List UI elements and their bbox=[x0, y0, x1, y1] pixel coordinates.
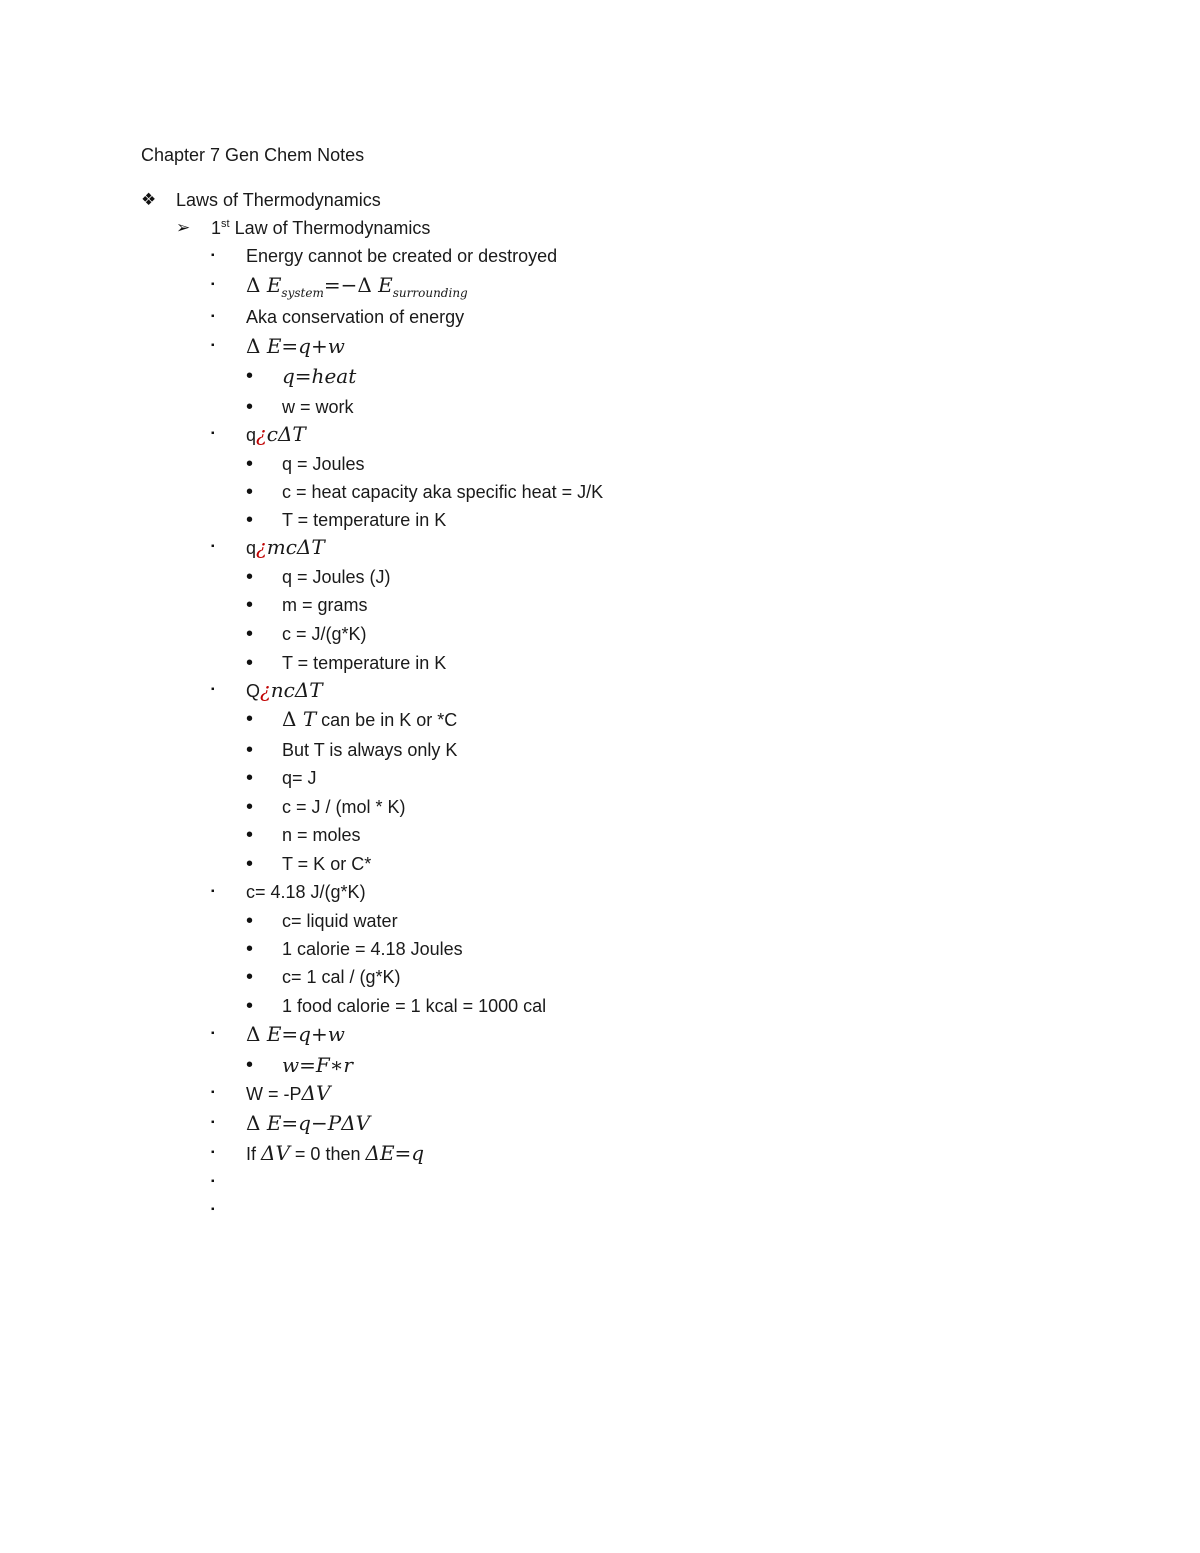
list-item bbox=[0, 451, 1200, 477]
list-item-label: m = grams bbox=[282, 595, 368, 615]
list-item-label: w = work bbox=[282, 397, 354, 417]
square-bullet-icon: ▪ bbox=[211, 250, 215, 261]
list-item bbox=[0, 243, 1200, 269]
list-item-label: q = Joules (J) bbox=[282, 567, 391, 587]
list-item bbox=[0, 394, 1200, 420]
list-item-label: Laws of Thermodynamics bbox=[176, 190, 381, 210]
round-bullet-icon: • bbox=[246, 623, 254, 645]
round-bullet-icon: • bbox=[246, 365, 254, 387]
page-title: Chapter 7 Gen Chem Notes bbox=[141, 145, 365, 165]
equation-q-heat: q=heat bbox=[282, 364, 357, 388]
list-item-label: c= 4.18 J/(g*K) bbox=[246, 882, 366, 902]
list-item-label: T = temperature in K bbox=[282, 510, 447, 530]
list-item-label: c= liquid water bbox=[282, 911, 398, 931]
list-item-equation bbox=[0, 363, 1200, 389]
list-item-label: Aka conservation of energy bbox=[246, 307, 465, 327]
list-item-equation bbox=[0, 272, 1200, 298]
list-item-label: 1 calorie = 4.18 Joules bbox=[282, 939, 463, 959]
list-item-label: c = J / (mol * K) bbox=[282, 797, 406, 817]
list-item-equation bbox=[0, 1110, 1200, 1136]
square-bullet-icon: ▪ bbox=[211, 1117, 215, 1128]
square-bullet-icon: ▪ bbox=[211, 1147, 215, 1158]
list-item-label: c= 1 cal / (g*K) bbox=[282, 967, 401, 987]
round-bullet-icon: • bbox=[246, 652, 254, 674]
square-bullet-icon: ▪ bbox=[211, 886, 215, 897]
list-item-laws bbox=[0, 187, 1200, 213]
round-bullet-icon: • bbox=[246, 566, 254, 588]
square-bullet-icon: ▪ bbox=[211, 428, 215, 439]
round-bullet-icon: • bbox=[246, 966, 254, 988]
list-item bbox=[0, 304, 1200, 330]
list-item bbox=[0, 993, 1200, 1019]
square-bullet-icon: ▪ bbox=[211, 311, 215, 322]
list-item-empty bbox=[0, 1197, 1200, 1223]
list-item-equation bbox=[0, 333, 1200, 359]
list-item-label: But T is always only K bbox=[282, 740, 458, 760]
round-bullet-icon: • bbox=[246, 767, 254, 789]
list-item bbox=[0, 564, 1200, 590]
list-item-label: q = Joules bbox=[282, 454, 365, 474]
list-item bbox=[0, 650, 1200, 676]
square-bullet-icon: ▪ bbox=[211, 1176, 215, 1187]
round-bullet-icon: • bbox=[246, 509, 254, 531]
list-item-equation bbox=[0, 421, 1200, 447]
list-item bbox=[0, 765, 1200, 791]
list-item-equation bbox=[0, 1080, 1200, 1106]
list-item bbox=[0, 706, 1200, 732]
round-bullet-icon: • bbox=[246, 796, 254, 818]
round-bullet-icon: • bbox=[246, 453, 254, 475]
round-bullet-icon: • bbox=[246, 995, 254, 1017]
square-bullet-icon: ▪ bbox=[211, 1087, 215, 1098]
equation-q-mc-dt: q¿mcΔT bbox=[246, 535, 325, 559]
round-bullet-icon: • bbox=[246, 910, 254, 932]
list-item bbox=[0, 737, 1200, 763]
equation-work: w=F∗r bbox=[282, 1053, 353, 1077]
round-bullet-icon: • bbox=[246, 853, 254, 875]
list-item bbox=[0, 479, 1200, 505]
round-bullet-icon: • bbox=[246, 824, 254, 846]
equation-energy-system: Δ $E_{system}=-\Delta$ $E_{surrounding}$ bbox=[246, 273, 468, 300]
square-bullet-icon: ▪ bbox=[211, 541, 215, 552]
list-item-label: c = J/(g*K) bbox=[282, 624, 367, 644]
equation-delta-e-pdv: Δ E=q−PΔV bbox=[246, 1111, 371, 1135]
equation-delta-e: Δ E=q+w bbox=[246, 334, 345, 358]
list-item-label: Energy cannot be created or destroyed bbox=[246, 246, 558, 266]
round-bullet-icon: • bbox=[246, 938, 254, 960]
equation-Q-nc-dt: Q¿ncΔT bbox=[246, 678, 323, 702]
square-bullet-icon: ▪ bbox=[211, 340, 215, 351]
equation-delta-e: Δ E=q+w bbox=[246, 1022, 345, 1046]
square-bullet-icon: ▪ bbox=[211, 279, 215, 290]
list-item-label: If ΔV = 0 then ΔE=q bbox=[246, 1141, 425, 1165]
list-item-label: 1 food calorie = 1 kcal = 1000 cal bbox=[282, 996, 547, 1016]
list-item-first-law bbox=[0, 215, 1200, 241]
list-item-label: T = K or C* bbox=[282, 854, 372, 874]
diamond-bullet-icon: ❖ bbox=[141, 190, 157, 209]
round-bullet-icon: • bbox=[246, 708, 254, 730]
equation-q-c-dt: q¿cΔT bbox=[246, 422, 306, 446]
list-item bbox=[0, 964, 1200, 990]
list-item bbox=[0, 794, 1200, 820]
list-item-label: W = -PΔV bbox=[246, 1081, 331, 1105]
list-item-label: Δ T can be in K or *C bbox=[282, 707, 458, 731]
list-item bbox=[0, 507, 1200, 533]
list-item bbox=[0, 908, 1200, 934]
list-item bbox=[0, 936, 1200, 962]
list-item-equation bbox=[0, 1052, 1200, 1078]
square-bullet-icon: ▪ bbox=[211, 1204, 215, 1215]
list-item-equation bbox=[0, 1140, 1200, 1166]
round-bullet-icon: • bbox=[246, 396, 254, 418]
arrow-bullet-icon: ➢ bbox=[176, 218, 191, 237]
list-item bbox=[0, 879, 1200, 905]
square-bullet-icon: ▪ bbox=[211, 684, 215, 695]
list-item-equation bbox=[0, 1021, 1200, 1047]
list-item-equation bbox=[0, 677, 1200, 703]
round-bullet-icon: • bbox=[246, 1054, 254, 1076]
round-bullet-icon: • bbox=[246, 739, 254, 761]
list-item bbox=[0, 621, 1200, 647]
list-item bbox=[0, 592, 1200, 618]
list-item-label: 1st Law of Thermodynamics bbox=[211, 218, 431, 238]
round-bullet-icon: • bbox=[246, 594, 254, 616]
list-item-label: c = heat capacity aka specific heat = J/K bbox=[282, 482, 604, 502]
list-item-label: n = moles bbox=[282, 825, 361, 845]
list-item-empty bbox=[0, 1169, 1200, 1195]
list-item-label: T = temperature in K bbox=[282, 653, 447, 673]
square-bullet-icon: ▪ bbox=[211, 1028, 215, 1039]
list-item bbox=[0, 851, 1200, 877]
list-item bbox=[0, 822, 1200, 848]
list-item-equation bbox=[0, 534, 1200, 560]
list-item-label: q= J bbox=[282, 768, 317, 788]
round-bullet-icon: • bbox=[246, 481, 254, 503]
